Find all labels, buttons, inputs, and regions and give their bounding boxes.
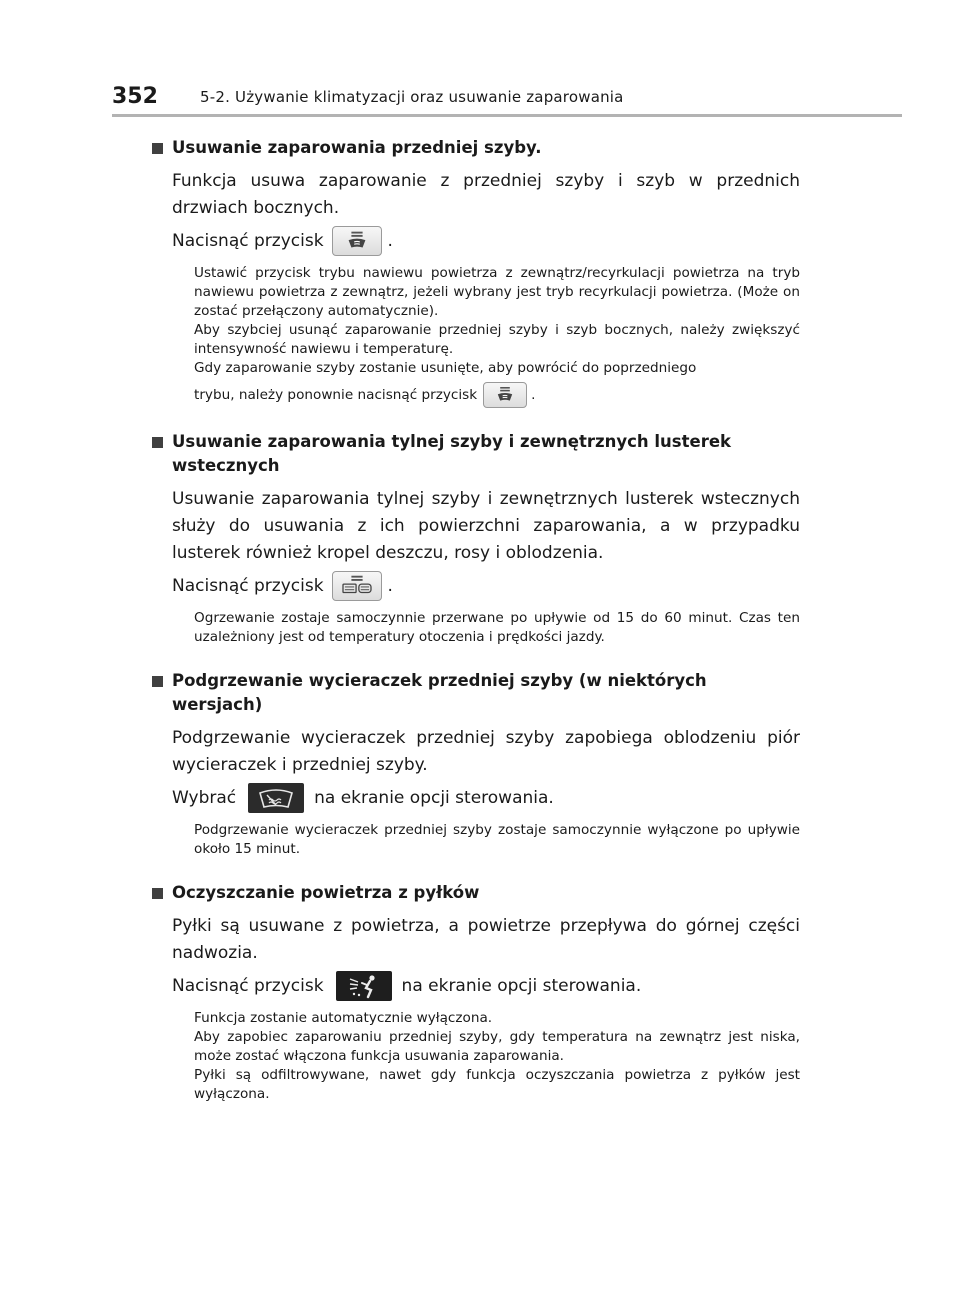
front-defroster-button-icon [483, 382, 527, 408]
section-title [152, 136, 800, 160]
section-body: Podgrzewanie wycieraczek przedniej szyby zapobiega oblodzeniu piór wycieraczek i przedniej szyby. [172, 728, 800, 775]
note-line: Gdy zaparowanie szyby zostanie usunięte, aby powrócić do poprzedniego [194, 360, 697, 376]
square-bullet-icon [152, 143, 163, 154]
section-title [152, 669, 800, 717]
section-title-text: Oczyszczanie powietrza z pyłków [172, 883, 480, 902]
instruction [152, 783, 800, 813]
instruction [152, 226, 800, 256]
instruction-text: Wybrać [172, 787, 237, 808]
square-bullet-icon [152, 888, 163, 899]
section-note [152, 609, 800, 647]
square-bullet-icon [152, 437, 163, 448]
section-body: Pyłki są usuwane z powietrza, a powietrze przepływa do górnej części nadwozia. [172, 916, 800, 963]
instruction-end: na ekranie opcji sterowania. [314, 787, 554, 808]
windshield-wiper-deicer-icon [248, 783, 304, 813]
page-content [152, 128, 800, 1104]
rear-defogger-button-icon [332, 571, 382, 601]
page-header [112, 80, 902, 117]
instruction-end: . [387, 575, 393, 596]
section-wiper-deicer [152, 669, 800, 859]
note-line: Ustawić przycisk trybu nawiewu powietrza z zewnątrz/recyrkulacji powietrza na tryb nawiewu powietrza z zewnątrz, jeżeli wybrany jest tryb recyrkulacji powietrza. (Może on zostać przełączony automatycznie). [194, 265, 800, 319]
note-line: Aby szybciej usunąć zaparowanie przedniej szyby i szyb bocznych, należy zwiększyć intensywność nawiewu i temperaturę. [194, 322, 800, 357]
section-rear-defogger [152, 430, 800, 647]
page-number: 352 [112, 84, 158, 109]
instruction-text: Nacisnąć przycisk [172, 230, 324, 251]
section-note [152, 264, 800, 408]
instruction [152, 571, 800, 601]
instruction-end: na ekranie opcji sterowania. [401, 975, 642, 996]
section-front-defroster [152, 136, 800, 408]
section-pollen-removal [152, 881, 800, 1104]
section-title [152, 881, 800, 905]
pollen-filter-mode-icon [336, 971, 392, 1001]
section-note [152, 821, 800, 859]
section-title-text: Usuwanie zaparowania przedniej szyby. [172, 138, 542, 157]
section-body: Funkcja usuwa zaparowanie z przedniej szyby i szyb w przednich drzwiach bocznych. [172, 171, 800, 218]
instruction-text: Nacisnąć przycisk [172, 575, 324, 596]
section-title-text: Podgrzewanie wycieraczek przedniej szyby (w niektórych wersjach) [172, 671, 707, 714]
instruction-text: Nacisnąć przycisk [172, 975, 324, 996]
note-line: Funkcja zostanie automatycznie wyłączona. [194, 1010, 493, 1026]
section-body: Usuwanie zaparowania tylnej szyby i zewnętrznych lusterek wstecznych służy do usuwania z ich powierzchni zaparowania, a w przypadku lusterek również kropel deszczu, rosy i oblodzenia. [172, 489, 800, 563]
section-note [152, 1009, 800, 1104]
note-line: Aby zapobiec zaparowaniu przedniej szyby, gdy temperatura na zewnątrz jest niska, może zostać włączona funkcja usuwania zaparowania. [194, 1029, 800, 1064]
front-defroster-button-icon [332, 226, 382, 256]
note-line-text: trybu, należy ponownie nacisnąć przycisk [194, 386, 478, 403]
section-title-text: Usuwanie zaparowania tylnej szyby i zewnętrznych lusterek wstecznych [172, 432, 732, 475]
instruction [152, 971, 800, 1001]
chapter-title: 5-2. Używanie klimatyzacji oraz usuwanie zaparowania [200, 88, 624, 106]
note-line-end: . [531, 386, 536, 403]
square-bullet-icon [152, 676, 163, 687]
section-title [152, 430, 800, 478]
note-line: Podgrzewanie wycieraczek przedniej szyby zostaje samoczynnie wyłączone po upływie około 15 minut. [194, 822, 800, 857]
instruction-end: . [387, 230, 393, 251]
note-line: Pyłki są odfiltrowywane, nawet gdy funkcja oczyszczania powietrza z pyłków jest wyłączona. [194, 1067, 800, 1102]
note-line [194, 382, 800, 408]
note-line: Ogrzewanie zostaje samoczynnie przerwane po upływie od 15 do 60 minut. Czas ten uzależniony jest od temperatury otoczenia i prędkości jazdy. [194, 610, 800, 645]
